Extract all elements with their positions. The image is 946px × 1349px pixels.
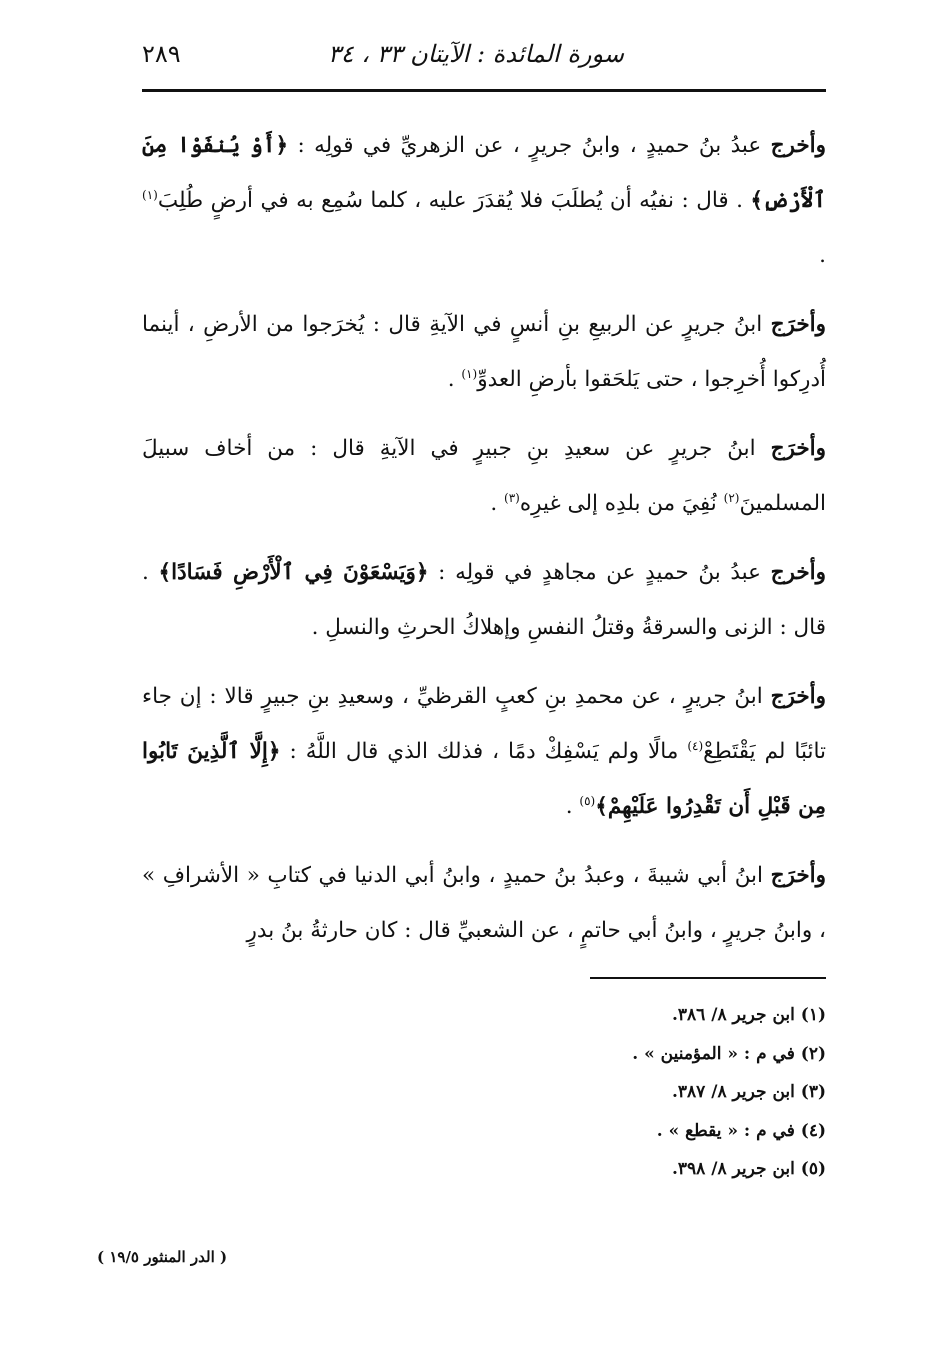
source-reference: ( الدر المنثور ١٩/٥ ) (97, 1248, 228, 1266)
page-number: ٢٨٩ (142, 40, 181, 68)
paragraph-text: عبدُ بنُ حميدٍ عن مجاهدٍ في قولِه : (428, 560, 771, 585)
footnote-line: (٣) ابن جرير ٨/ ٣٨٧. (672, 1082, 826, 1102)
paragraph-text: . قال : الزنى والسرقةُ وقتلُ النفسِ وإهلاكُ الحرثِ والنسلِ . (142, 560, 826, 640)
quran-quote: ﴿إِلَّا ٱلَّذِينَ تَابُوا مِن قَبْلِ أَن تَقْدِرُوا عَلَيْهِمْ﴾ (142, 739, 826, 819)
header-divider (142, 89, 826, 92)
chapter-title: سورة المائدة : الآيتان ٣٣ ، ٣٤ (327, 40, 624, 68)
footnote-marker: (٣) (504, 490, 520, 505)
paragraph-lead-word: وأخرج (770, 560, 827, 585)
paragraph (142, 669, 826, 834)
paragraph (142, 118, 826, 283)
main-text (142, 118, 826, 972)
paragraph-text: ابنُ جريرٍ عن الربيعِ بنِ أنسٍ في الآيةِ قال : يُخرَجوا من الأرضِ ، أينما أُدرِكوا أُخرِجوا ، حتى يَلحَقوا بأرضِ العدوِّ (142, 312, 826, 392)
paragraph-text: . (565, 794, 580, 819)
paragraph-text: . قال : نفيُه أن يُطلَبَ فلا يُقدَرَ عليه ، كلما سُمِع به في أرضٍ طُلِبَ (157, 188, 751, 213)
footnote-line: (٢) في م : « المؤمنين » . (632, 1043, 826, 1064)
paragraph (142, 421, 826, 531)
paragraph-lead-word: وأخرَج (770, 436, 826, 461)
paragraph-text: ابنُ جريرٍ ، عن محمدِ بنِ كعبٍ القرظيِّ ، وسعيدِ بنِ جبيرٍ قالا : إن جاء تائبًا لم يَقْتَطِعْ (142, 684, 826, 764)
page-header (142, 40, 824, 88)
footnote-line: (١) ابن جرير ٨/ ٣٨٦. (672, 1005, 826, 1025)
quran-quote: ﴿وَيَسْعَوْنَ فِي ٱلْأَرْضِ فَسَادًا﴾ (158, 560, 429, 585)
paragraph (142, 848, 826, 958)
paragraph-lead-word: وأخرج (770, 133, 827, 158)
paragraph-text: ابنُ أبي شيبةَ ، وعبدُ بنُ حميدٍ ، وابنُ أبي الدنيا في كتابِ « الأشرافِ » ، وابنُ جريرٍ ، وابنُ أبي حاتمٍ ، عن الشعبيِّ قال : كان حارثةُ بنُ بدرٍ (142, 863, 826, 943)
paragraph (142, 297, 826, 407)
paragraph-text: . (819, 243, 826, 268)
paragraph-text: ابنُ جريرٍ عن سعيدِ بنِ جبيرٍ في الآيةِ قال : من أخاف سبيلَ المسلمينَ (142, 436, 826, 516)
footnote-marker: (٢) (723, 490, 740, 505)
paragraph-lead-word: وأخرَج (770, 684, 826, 709)
footnote-line: (٥) ابن جرير ٨/ ٣٩٨. (672, 1159, 826, 1179)
paragraph-text: . (490, 491, 504, 516)
footnote-divider (590, 977, 826, 979)
footnote-line: (٤) في م : « يقطع » . (656, 1120, 826, 1141)
paragraph (142, 545, 826, 655)
paragraph-text: عبدُ بنُ حميدٍ ، وابنُ جريرٍ ، عن الزهريِّ في قولِه : (288, 133, 771, 158)
footnote-marker: (٥) (579, 793, 596, 808)
paragraph-text: . (447, 367, 462, 392)
footnotes (486, 996, 826, 1189)
quran-quote: ﴿أَوْ يُنفَوْا مِنَ ٱلْأَرْضِ﴾ (142, 133, 826, 213)
paragraph-lead-word: وأخرَج (770, 863, 826, 888)
paragraph-text: نُفِيَ من بلدِه إلى غيرِه (519, 491, 724, 516)
footnote-marker: (١) (461, 366, 478, 381)
paragraph-lead-word: وأخرَج (770, 312, 826, 337)
footnote-marker: (١) (142, 187, 158, 202)
footnote-marker: (٤) (687, 738, 704, 753)
paragraph-text: مالًا ولم يَسْفِكْ دمًا ، فذلك الذي قال اللَّهُ : (280, 739, 688, 764)
